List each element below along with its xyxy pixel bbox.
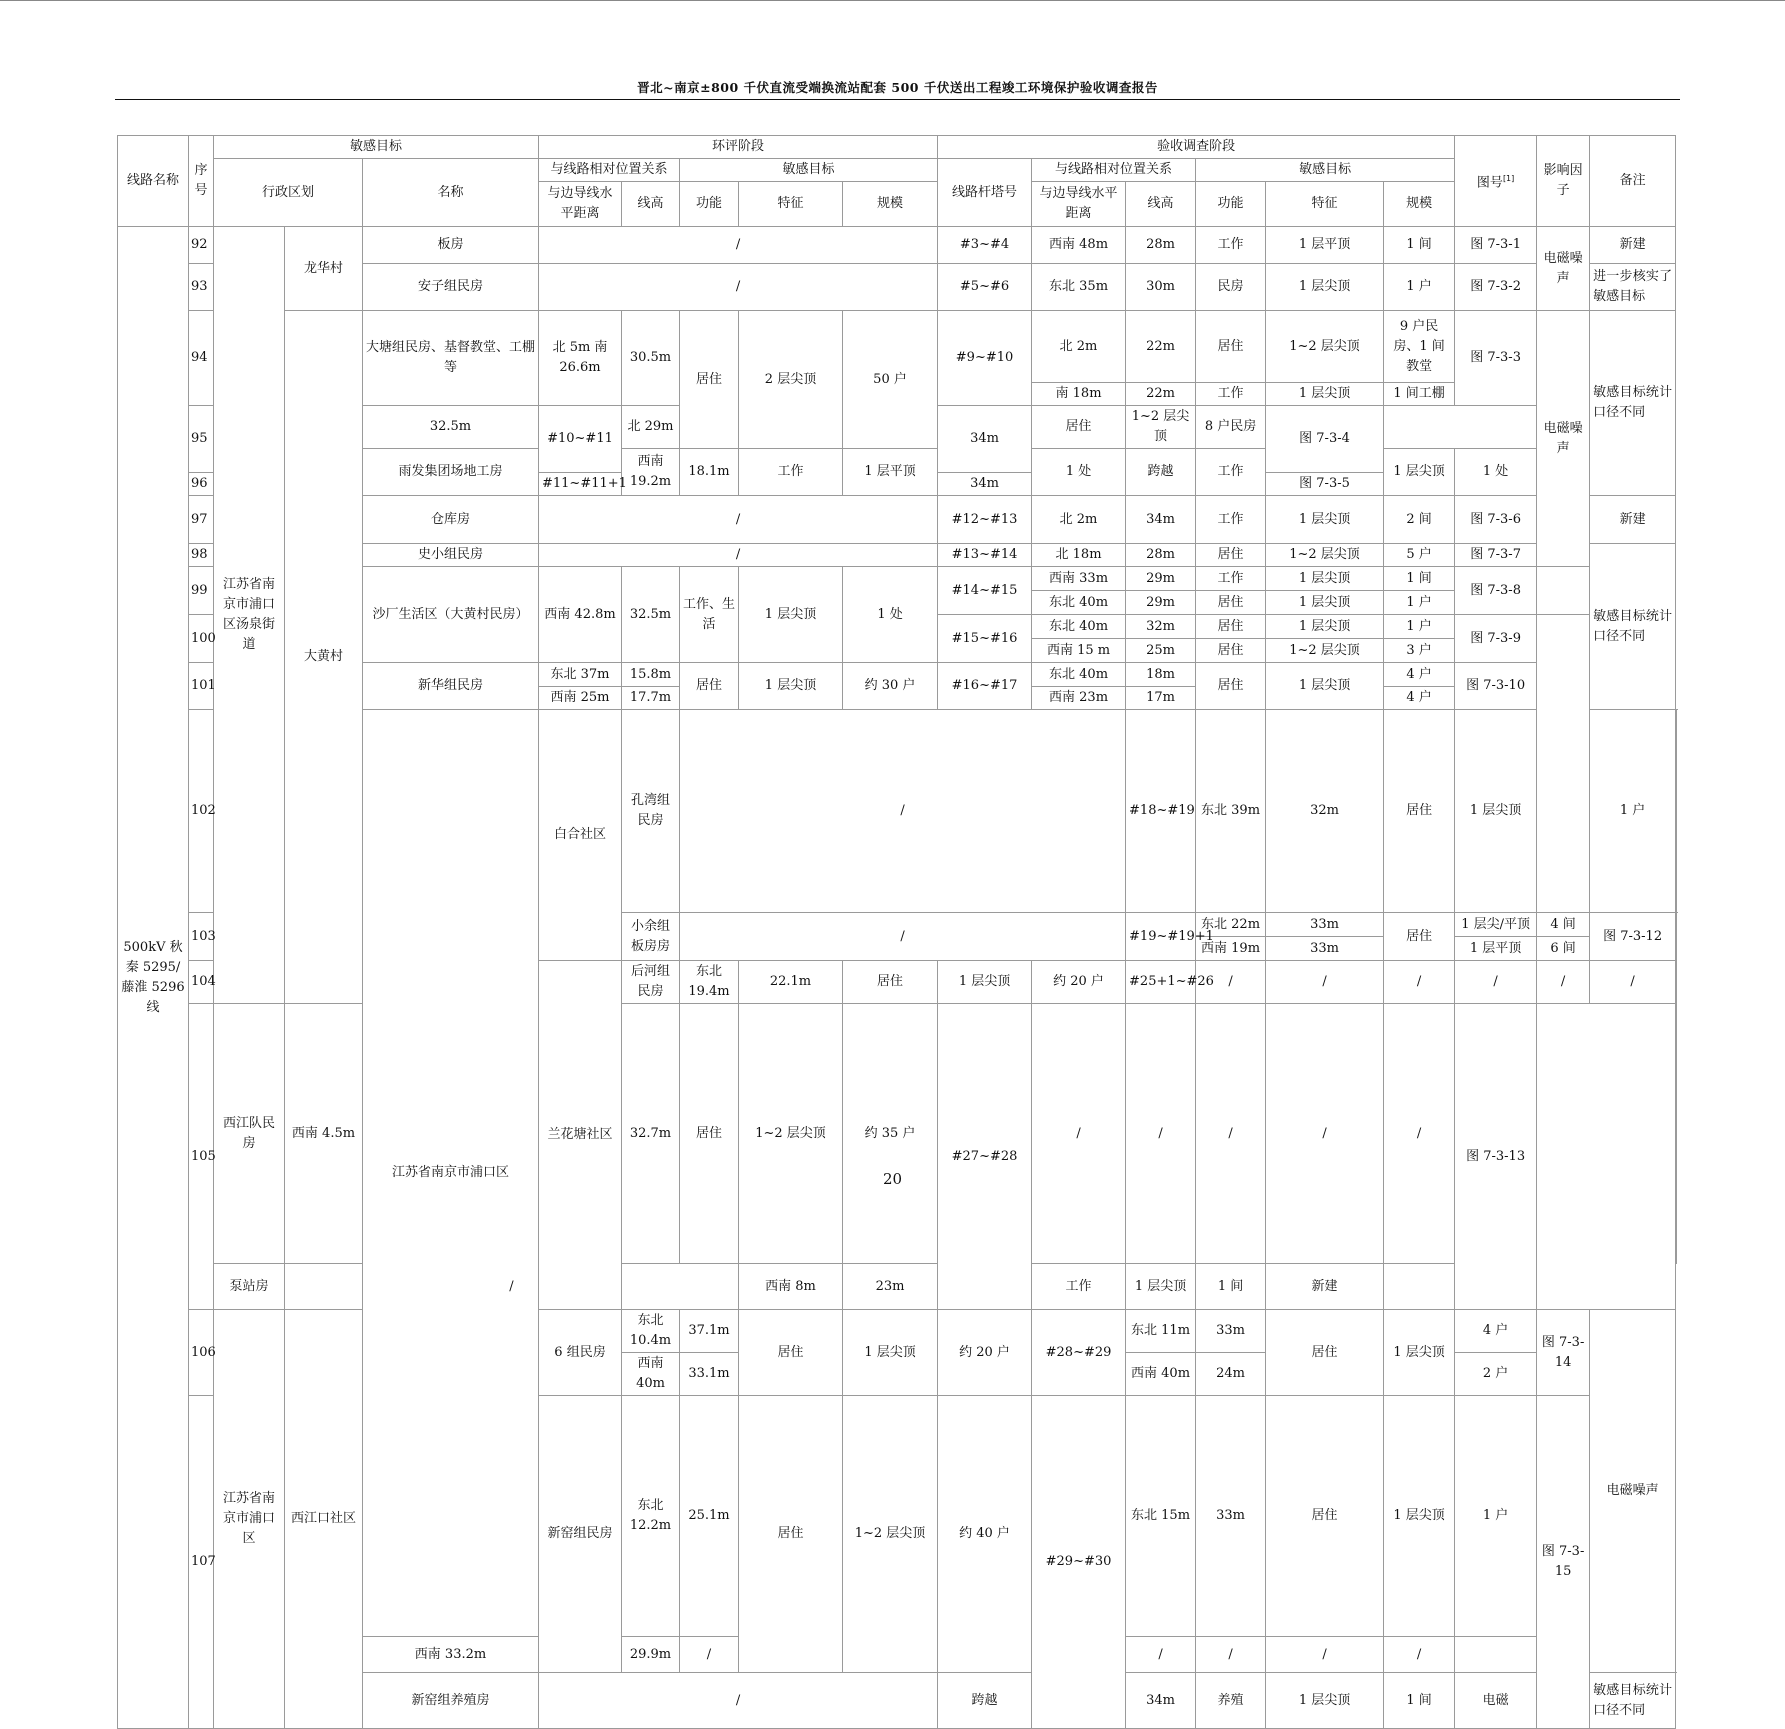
- cell-figure: 图 7-3-9: [1455, 615, 1537, 663]
- cell-feature: 1 层尖顶: [1384, 1310, 1455, 1396]
- cell-feature: 1 层尖顶: [1266, 663, 1384, 710]
- cell-distance: /: [1196, 961, 1266, 1004]
- cell-function: 工作: [1196, 383, 1266, 406]
- cell-scale: 6 间: [1537, 937, 1590, 961]
- cell-distance: 东北 22m: [1196, 913, 1266, 937]
- cell-feature: 1 层平顶: [1455, 937, 1537, 961]
- cell-eia-height: 15.8m: [622, 663, 680, 687]
- cell-function: /: [1196, 1004, 1266, 1264]
- cell-eia-scale: 约 20 户: [1032, 961, 1126, 1004]
- cell-eia-distance: 西南 19.2m: [622, 449, 680, 496]
- cell-eia-height: 29.9m: [622, 1637, 680, 1673]
- cell-eia-distance: 东北 37m: [539, 663, 622, 687]
- cell-height: 32m: [1266, 710, 1384, 913]
- report-header: 晋北~南京±800 千伏直流受端换流站配套 500 千伏送出工程竣工环境保护验收调查报告: [115, 78, 1680, 96]
- cell-height: 32m: [1126, 615, 1196, 639]
- cell-name: 板房: [363, 227, 539, 264]
- cell-scale: 1 户: [1455, 1396, 1537, 1637]
- cell-function: /: [1384, 961, 1455, 1004]
- cell-function: /: [1196, 1637, 1266, 1673]
- col-acc-height: 线高: [1126, 182, 1196, 227]
- cell-eia-height: 32.7m: [622, 1004, 680, 1264]
- cell-impact: 电磁噪声: [1537, 227, 1590, 311]
- cell-height: 23m: [843, 1264, 938, 1310]
- cell-tower: #3~#4: [938, 227, 1032, 264]
- cell-height: 33m: [1266, 913, 1384, 937]
- cell-admin-pukou: 江苏省南京市浦口区: [363, 710, 539, 1637]
- cell-tower: #14~#15: [938, 567, 1032, 615]
- cell-name: 小余组板房房: [622, 913, 680, 961]
- cell-feature: 1~2 层尖顶: [1266, 311, 1384, 383]
- cell-distance: 北 2m: [1032, 311, 1126, 383]
- cell-name: 新窑组民房: [539, 1396, 622, 1673]
- cell-eia-distance: 东北 12.2m: [622, 1396, 680, 1637]
- cell-name: 沙厂生活区（大黄村民房）: [363, 567, 539, 663]
- cell-eia-empty: /: [539, 1673, 938, 1729]
- cell-seq: 101: [189, 663, 214, 710]
- cell-eia-height: 30.5m: [622, 311, 680, 406]
- cell-function: 居住: [1384, 913, 1455, 961]
- cell-eia-scale: 1 处: [843, 567, 938, 663]
- cell-tower: #16~#17: [938, 663, 1032, 710]
- cell-eia-feature: 1 层尖顶: [739, 663, 843, 710]
- col-acc-distance: 与边导线水平距离: [1032, 182, 1126, 227]
- cell-scale: 1 户: [1384, 591, 1455, 615]
- col-acc-function: 功能: [1196, 182, 1266, 227]
- cell-eia-scale: 1 处: [1032, 449, 1126, 496]
- cell-name: 仓库房: [363, 496, 539, 544]
- cell-feature: 1 层尖顶: [1266, 383, 1384, 406]
- col-eia-distance: 与边导线水平距离: [539, 182, 622, 227]
- col-figure-no: [1455, 136, 1537, 227]
- cell-feature: 1 层尖顶: [1266, 615, 1384, 639]
- cell-function: 居住: [1196, 615, 1266, 639]
- cell-seq: 107: [189, 1396, 214, 1729]
- cell-note: 新建: [1590, 496, 1676, 544]
- col-eia-height: 线高: [622, 182, 680, 227]
- figure-no-label: 图号: [1477, 175, 1503, 190]
- cell-figure: 图 7-3-15: [1537, 1396, 1590, 1729]
- cell-function: 居住: [1266, 1396, 1384, 1637]
- cell-tower: #19~#19+1: [1126, 913, 1196, 961]
- cell-village-baihe: 白合社区: [539, 710, 622, 961]
- cell-feature: 1 层尖顶: [1266, 1673, 1384, 1729]
- col-eia-feature: 特征: [739, 182, 843, 227]
- col-tower-no: 线路杆塔号: [938, 159, 1032, 227]
- cell-distance: 东北 40m: [1032, 615, 1126, 639]
- cell-eia-height: 25.1m: [680, 1396, 739, 1637]
- cell-seq: 102: [189, 710, 214, 913]
- cell-height: 34m: [938, 406, 1032, 473]
- cell-name: 雨发集团场地工房: [363, 449, 539, 496]
- cell-figure: 图 7-3-14: [1537, 1310, 1590, 1396]
- cell-scale: 1 处: [1455, 449, 1537, 496]
- cell-eia-height: 22.1m: [739, 961, 843, 1004]
- cell-tower: #12~#13: [938, 496, 1032, 544]
- cell-tower: #9~#10: [938, 311, 1032, 406]
- cell-note: 进一步核实了敏感目标: [1590, 264, 1676, 311]
- cell-tower: #25+1~#26: [1126, 961, 1196, 1004]
- col-acc-scale: 规模: [1384, 182, 1455, 227]
- table-row: [118, 227, 1677, 264]
- cell-function: 居住: [1196, 639, 1266, 663]
- cell-distance: 跨越: [1126, 449, 1196, 496]
- cell-height: 33m: [1196, 1396, 1266, 1637]
- cell-feature: 1 层尖顶: [1455, 710, 1537, 913]
- cell-note: 敏感目标统计口径不同: [1590, 311, 1676, 496]
- cell-eia-feature: 1 层尖顶: [739, 567, 843, 663]
- col-name: 名称: [363, 159, 539, 227]
- cell-eia-height: 17.7m: [622, 687, 680, 710]
- cell-figure: 图 7-3-3: [1455, 311, 1537, 406]
- cell-figure: 图 7-3-1: [1455, 227, 1537, 264]
- cell-height: 25m: [1126, 639, 1196, 663]
- cell-seq: 96: [189, 473, 214, 496]
- cell-seq: 97: [189, 496, 214, 544]
- cell-seq: 92: [189, 227, 214, 264]
- cell-seq: 98: [189, 544, 214, 567]
- cell-name: 新华组民房: [363, 663, 539, 710]
- cell-eia-function: 居住: [843, 961, 938, 1004]
- cell-distance: 北 29m: [622, 406, 680, 449]
- cell-distance: 南 18m: [1032, 383, 1126, 406]
- cell-eia-empty: /: [539, 264, 938, 311]
- cell-seq: 100: [189, 615, 214, 663]
- cell-scale: 8 户民房: [1196, 406, 1266, 449]
- cell-eia-scale: 50 户: [843, 311, 938, 449]
- cell-feature: 1~2 层尖顶: [1266, 544, 1384, 567]
- page-number: 20: [0, 1170, 1785, 1188]
- cell-eia-function: 居住: [739, 1310, 843, 1396]
- cell-height: 34m: [938, 473, 1032, 496]
- cell-distance: 西南 33m: [1032, 567, 1126, 591]
- cell-eia-function: 居住: [680, 1004, 739, 1264]
- cell-height: 33m: [1196, 1310, 1266, 1353]
- cell-name: 6 组民房: [539, 1310, 622, 1396]
- cell-seq: 94: [189, 311, 214, 406]
- cell-height: 30m: [1126, 264, 1196, 311]
- cell-eia-function: 居住: [680, 311, 739, 449]
- cell-village-longhua: 龙华村: [285, 227, 363, 311]
- cell-scale: 1 户: [1384, 264, 1455, 311]
- cell-function: 居住: [1384, 710, 1455, 913]
- col-eia-stage: 环评阶段: [539, 136, 938, 159]
- col-remarks: 备注: [1590, 136, 1676, 227]
- cell-feature: 1~2 层尖顶: [1126, 406, 1196, 449]
- cell-height: 28m: [1126, 227, 1196, 264]
- cell-eia-height: 37.1m: [680, 1310, 739, 1353]
- cell-eia-height: 32.5m: [363, 406, 539, 449]
- cell-distance: 东北 35m: [1032, 264, 1126, 311]
- cell-tower: #15~#16: [938, 615, 1032, 663]
- cell-village-xijiangkou: 西江口社区: [285, 1310, 363, 1729]
- cell-height: 24m: [1196, 1353, 1266, 1396]
- col-admin-division: 行政区划: [214, 159, 363, 227]
- col-eia-function: 功能: [680, 182, 739, 227]
- cell-eia-feature: 1 层尖顶: [843, 1310, 938, 1396]
- cell-distance: 北 18m: [1032, 544, 1126, 567]
- cell-impact: [1537, 615, 1590, 913]
- cell-figure: 图 7-3-5: [1266, 473, 1384, 496]
- cell-seq: 95: [189, 406, 214, 473]
- cell-distance: 西南 48m: [1032, 227, 1126, 264]
- cell-seq: 105: [189, 1004, 214, 1310]
- cell-admin-tangquan: 江苏省南京市浦口区汤泉街道: [214, 227, 285, 1004]
- cell-function: 民房: [1196, 264, 1266, 311]
- cell-village-dahuang: 大黄村: [285, 311, 363, 1004]
- cell-scale: 2 间: [1384, 496, 1455, 544]
- cell-name: 后河组民房: [622, 961, 680, 1004]
- cell-scale: 2 户: [1455, 1353, 1537, 1396]
- cell-distance: 跨越: [938, 1673, 1032, 1729]
- cell-function: 养殖: [1196, 1673, 1266, 1729]
- cell-name: 西江队民房: [214, 1004, 285, 1264]
- cell-tower: #13~#14: [938, 544, 1032, 567]
- sensitive-targets-table: [117, 135, 1677, 1729]
- cell-eia-distance: 西南 25m: [539, 687, 622, 710]
- cell-feature: 1 层尖顶: [1266, 496, 1384, 544]
- cell-scale: 3 户: [1384, 639, 1455, 663]
- cell-distance: 东北 15m: [1126, 1396, 1196, 1637]
- cell-scale: 1 间: [1384, 227, 1455, 264]
- cell-height: 34m: [1126, 1673, 1196, 1729]
- cell-distance: 西南 40m: [1126, 1353, 1196, 1396]
- cell-figure: 图 7-3-13: [1455, 1004, 1537, 1310]
- cell-feature: 1 层尖顶: [1384, 1396, 1455, 1637]
- cell-scale: /: [1537, 961, 1590, 1004]
- col-impact-factor: 影响因子: [1537, 136, 1590, 227]
- cell-height: 29m: [1126, 567, 1196, 591]
- cell-height: 28m: [1126, 544, 1196, 567]
- cell-feature: /: [1266, 1637, 1384, 1673]
- cell-name: 大塘组民房、基督教堂、工棚等: [363, 311, 539, 406]
- table-row: [118, 311, 1677, 383]
- table-header-row: [118, 136, 1677, 159]
- cell-impact: 电磁: [1455, 1673, 1537, 1729]
- cell-line-name: 500kV 秋秦 5295/藤淮 5296 线: [118, 227, 189, 1729]
- cell-note: 新建: [1590, 227, 1676, 264]
- cell-eia-function: 工作、生活: [680, 567, 739, 663]
- cell-tower: #10~#11: [539, 406, 622, 473]
- cell-feature: 1 层尖顶: [1266, 567, 1384, 591]
- cell-eia-distance: 北 5m 南 26.6m: [539, 311, 622, 406]
- cell-scale: /: [1384, 1637, 1455, 1673]
- cell-eia-distance: 西南 40m: [622, 1353, 680, 1396]
- cell-eia-feature: 1 层平顶: [843, 449, 938, 496]
- col-eia-scale: 规模: [843, 182, 938, 227]
- cell-height: 22m: [1126, 311, 1196, 383]
- cell-scale: /: [1384, 1004, 1455, 1264]
- cell-distance: 西南 8m: [739, 1264, 843, 1310]
- cell-tower: #28~#29: [1032, 1310, 1126, 1396]
- cell-eia-scale: 约 35 户: [843, 1004, 938, 1264]
- cell-eia-empty: /: [680, 710, 1126, 913]
- cell-admin-pukou-b: 江苏省南京市浦口区: [214, 1310, 285, 1729]
- cell-note: 新建: [1266, 1264, 1384, 1310]
- col-acc-sensitive-target: 敏感目标: [1196, 159, 1455, 182]
- col-acc-relative-position: 与线路相对位置关系: [1032, 159, 1196, 182]
- cell-function: 居住: [1196, 544, 1266, 567]
- cell-eia-distance: 西南 42.8m: [539, 567, 622, 663]
- cell-eia-empty: /: [680, 913, 1126, 961]
- cell-feature: /: [1266, 1004, 1384, 1264]
- cell-scale: 5 户: [1384, 544, 1455, 567]
- cell-height: 17m: [1126, 687, 1196, 710]
- cell-note: 敏感目标统计口径不同: [1590, 1673, 1676, 1729]
- cell-tower: #11~#11+1: [539, 473, 622, 496]
- cell-function: 工作: [1196, 567, 1266, 591]
- cell-distance: 西南 15 m: [1032, 639, 1126, 663]
- cell-distance: 东北 39m: [1196, 710, 1266, 913]
- cell-figure: 图 7-3-6: [1455, 496, 1537, 544]
- cell-function: 居住: [1196, 591, 1266, 615]
- cell-scale: 1 间工棚: [1384, 383, 1455, 406]
- cell-seq: 99: [189, 567, 214, 615]
- col-seq: 序号: [189, 136, 214, 227]
- cell-village-lanhuatang: 兰花塘社区: [539, 961, 622, 1310]
- cell-function: 工作: [1196, 449, 1266, 496]
- cell-scale: 4 户: [1384, 687, 1455, 710]
- cell-eia-empty: /: [539, 496, 938, 544]
- cell-height: 29m: [1126, 591, 1196, 615]
- table-row: [118, 1004, 1677, 1264]
- cell-function: 工作: [1032, 1264, 1126, 1310]
- cell-feature: 1 层平顶: [1266, 227, 1384, 264]
- cell-height: 22m: [1126, 383, 1196, 406]
- header-rule: [115, 99, 1680, 100]
- cell-eia-empty: /: [539, 227, 938, 264]
- cell-eia-function: 居住: [739, 1396, 843, 1673]
- cell-height: 18m: [1126, 663, 1196, 687]
- cell-height: 33m: [1266, 937, 1384, 961]
- cell-figure: 图 7-3-10: [1455, 663, 1537, 710]
- cell-feature: /: [1455, 961, 1537, 1004]
- cell-eia-height: 33.1m: [680, 1353, 739, 1396]
- cell-name: 史小组民房: [363, 544, 539, 567]
- cell-impact: 电磁噪声: [1537, 311, 1590, 567]
- cell-height: /: [1126, 1004, 1196, 1264]
- cell-eia-empty: /: [285, 1264, 739, 1310]
- cell-tower: #5~#6: [938, 264, 1032, 311]
- cell-figure: 图 7-3-2: [1455, 264, 1537, 311]
- top-border-line: [0, 0, 1785, 1]
- cell-eia-function: 工作: [739, 449, 843, 496]
- cell-distance: 东北 40m: [1032, 663, 1126, 687]
- cell-height: /: [1266, 961, 1384, 1004]
- cell-distance: /: [1032, 1004, 1126, 1264]
- cell-feature: 1 层尖顶: [1266, 591, 1384, 615]
- cell-scale: 1 间: [1384, 567, 1455, 591]
- cell-function: 居住: [1196, 663, 1266, 710]
- cell-name: 新窑组养殖房: [363, 1673, 539, 1729]
- col-sensitive-target: 敏感目标: [214, 136, 539, 159]
- cell-distance: 西南 19m: [1196, 937, 1266, 961]
- cell-eia-distance: 东北 19.4m: [680, 961, 739, 1004]
- cell-figure: 图 7-3-7: [1455, 544, 1537, 567]
- cell-eia-feature: 1 层尖顶: [938, 961, 1032, 1004]
- cell-distance: 东北 40m: [1032, 591, 1126, 615]
- cell-function: 工作: [1196, 227, 1266, 264]
- cell-function: 工作: [1196, 496, 1266, 544]
- cell-eia-height: 18.1m: [680, 449, 739, 496]
- cell-height: 34m: [1126, 496, 1196, 544]
- cell-feature: 1 层尖顶: [1126, 1264, 1196, 1310]
- cell-note: 敏感目标统计口径不同: [1590, 544, 1676, 710]
- cell-eia-feature: 1~2 层尖顶: [843, 1396, 938, 1673]
- cell-distance: 北 2m: [1032, 496, 1126, 544]
- cell-tower: #29~#30: [1032, 1396, 1126, 1729]
- table-header-row: [118, 159, 1677, 182]
- table-row: [118, 1264, 1677, 1310]
- cell-scale: 1 间: [1384, 1673, 1455, 1729]
- figure-no-sup: [1]: [1503, 174, 1514, 183]
- cell-figure: 图 7-3-8: [1455, 567, 1537, 615]
- cell-scale: 4 户: [1384, 663, 1455, 687]
- cell-impact: 电磁噪声: [1590, 1310, 1676, 1673]
- cell-seq: 93: [189, 264, 214, 311]
- cell-eia-feature: 1~2 层尖顶: [739, 1004, 843, 1264]
- cell-eia-empty: /: [539, 544, 938, 567]
- cell-eia-distance: 东北 10.4m: [622, 1310, 680, 1353]
- cell-seq: 103: [189, 913, 214, 961]
- cell-eia-distance: 西南 4.5m: [285, 1004, 363, 1264]
- col-line-name: 线路名称: [118, 136, 189, 227]
- cell-function: 居住: [1266, 1310, 1384, 1396]
- cell-seq: 104: [189, 961, 214, 1004]
- cell-eia-scale: 约 20 户: [938, 1310, 1032, 1396]
- cell-name: 安子组民房: [363, 264, 539, 311]
- cell-tower: #27~#28: [938, 1004, 1032, 1310]
- cell-function: 居住: [1032, 406, 1126, 449]
- cell-scale: 1 间: [1196, 1264, 1266, 1310]
- cell-eia-distance: 西南 33.2m: [363, 1637, 539, 1673]
- cell-scale: 4 户: [1455, 1310, 1537, 1353]
- table-row: [118, 1310, 1677, 1353]
- col-acc-feature: 特征: [1266, 182, 1384, 227]
- cell-scale: 1 户: [1384, 615, 1455, 639]
- cell-figure: 图 7-3-12: [1590, 913, 1676, 961]
- col-eia-relative-position: 与线路相对位置关系: [539, 159, 680, 182]
- cell-distance: 东北 11m: [1126, 1310, 1196, 1353]
- cell-eia-function: 居住: [680, 663, 739, 710]
- cell-name: 孔湾组民房: [622, 710, 680, 913]
- cell-feature: 1 层尖顶: [1266, 264, 1384, 311]
- cell-eia-height: 32.5m: [622, 567, 680, 663]
- cell-eia-scale: 约 40 户: [938, 1396, 1032, 1673]
- cell-feature: 1 层尖顶: [1384, 449, 1455, 496]
- cell-figure: 图 7-3-4: [1266, 406, 1384, 473]
- cell-eia-scale: 约 30 户: [843, 663, 938, 710]
- cell-height: /: [1126, 1637, 1196, 1673]
- cell-name: 泵站房: [214, 1264, 285, 1310]
- col-acceptance-stage: 验收调查阶段: [938, 136, 1455, 159]
- cell-distance: /: [680, 1637, 739, 1673]
- cell-feature: 1 层尖/平顶: [1455, 913, 1537, 937]
- cell-function: 居住: [1196, 311, 1266, 383]
- col-eia-sensitive-target: 敏感目标: [680, 159, 938, 182]
- cell-tower: #18~#19: [1126, 710, 1196, 913]
- cell-seq: 106: [189, 1310, 214, 1396]
- cell-scale: 9 户民房、1 间教堂: [1384, 311, 1455, 383]
- cell-scale: 4 间: [1537, 913, 1590, 937]
- cell-distance: 西南 23m: [1032, 687, 1126, 710]
- cell-eia-feature: 2 层尖顶: [739, 311, 843, 449]
- cell-figure: /: [1590, 961, 1676, 1004]
- cell-scale: 1 户: [1590, 710, 1676, 913]
- cell-feature: 1~2 层尖顶: [1266, 639, 1384, 663]
